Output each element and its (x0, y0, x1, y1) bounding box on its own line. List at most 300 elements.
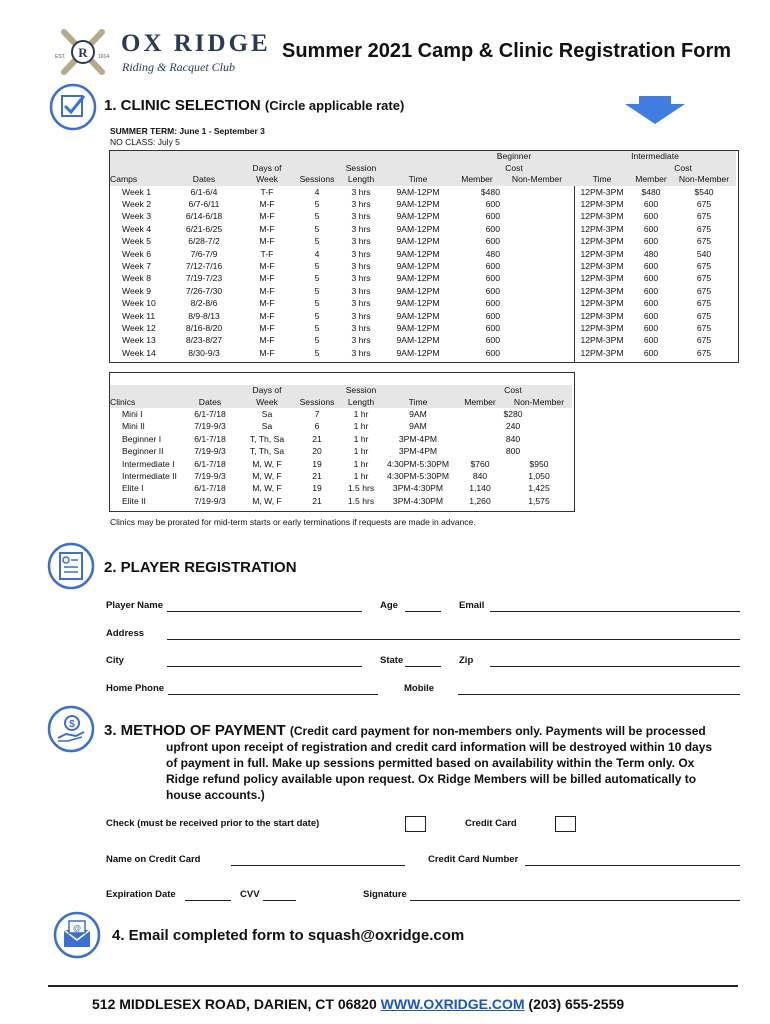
camp-i-member-cell: 600 (643, 260, 659, 271)
camp-b-cost-cell: 600 (485, 347, 500, 358)
card-number-label: Credit Card Number (428, 854, 519, 865)
camp-dates-cell: 8/30-9/3 (188, 347, 220, 358)
clinic-row[interactable] (110, 470, 572, 482)
email-instructions: 4. Email completed form to squash@oxridge.com (112, 927, 465, 944)
address-label: Address (106, 628, 145, 639)
svg-text:R: R (78, 45, 88, 60)
camp-row[interactable] (110, 322, 736, 334)
camp-name-cell: Week 3 (122, 211, 151, 222)
camp-i-non-cell: 675 (696, 298, 712, 309)
clinic-time-cell: 9AM (409, 421, 427, 432)
session-header: Session (340, 163, 382, 175)
camp-days-cell: M-F (259, 223, 275, 234)
camp-b-time-cell: 9AM-12PM (396, 335, 440, 346)
clinic-cost-header: Cost (454, 385, 572, 397)
beginner-nonmember-header: Non-Member (500, 174, 574, 186)
brand-tagline: Riding & Racquet Club (122, 60, 235, 74)
camp-i-member-cell: 600 (643, 236, 659, 247)
footer-divider (48, 985, 738, 987)
camp-name-cell: Week 10 (122, 298, 156, 309)
camp-b-cost-cell: 480 (485, 248, 500, 259)
clinic-length-cell: 1.5 hrs (347, 495, 375, 506)
spacer-cell (500, 223, 574, 235)
spacer-cell (500, 248, 574, 260)
expiration-field[interactable] (185, 899, 231, 901)
clinic-member-header: Member (454, 397, 506, 409)
clinic-sessions-cell: 20 (312, 446, 322, 457)
zip-field[interactable] (490, 665, 740, 667)
clinic-length-cell: 1.5 hrs (347, 483, 375, 494)
state-field[interactable] (405, 665, 441, 667)
email-envelope-icon (52, 910, 102, 960)
arrow-down-icon (623, 96, 687, 126)
camp-b-time-cell: 9AM-12PM (396, 198, 440, 209)
camp-b-cost-cell: 600 (485, 335, 500, 346)
sessions-header: Sessions (294, 174, 340, 186)
clinic-length-cell: 1 hr (353, 421, 369, 432)
clinic-cost-cell: 840 (505, 433, 521, 444)
camp-i-member-cell: $480 (641, 186, 661, 197)
camp-row[interactable] (110, 235, 736, 247)
payment-note-line-4: Ridge refund policy available upon request. Ox Ridge Members will be billed automatically to (166, 772, 697, 786)
credit-card-label: Credit Card (465, 818, 517, 829)
city-field[interactable] (167, 665, 362, 667)
clinic-length-cell: 1 hr (353, 446, 369, 457)
clinic-time-cell: 3PM-4:30PM (392, 495, 444, 506)
camp-row[interactable] (110, 248, 736, 260)
camp-sessions-cell: 4 (314, 186, 320, 197)
camp-b-cost-cell: 600 (485, 285, 500, 296)
camp-days-cell: M-F (259, 322, 275, 333)
camp-i-time-cell: 12PM-3PM (580, 273, 624, 284)
svg-text:@: @ (73, 924, 81, 933)
no-class-note: NO CLASS: July 5 (110, 137, 180, 147)
clinic-sessions-cell: 6 (314, 421, 320, 432)
camp-name-cell: Week 14 (122, 347, 156, 358)
camp-b-time-cell: 9AM-12PM (396, 211, 440, 222)
clinic-non-cost-cell: $950 (529, 458, 549, 469)
camp-b-cost-cell: 600 (485, 298, 500, 309)
name-on-card-field[interactable] (231, 864, 405, 866)
clinic-row[interactable] (110, 433, 572, 445)
camp-sessions-cell: 5 (314, 310, 320, 321)
days-of-header: Days of (240, 163, 294, 175)
clinic-length-cell: 1 hr (353, 433, 369, 444)
camp-dates-cell: 7/6-7/9 (190, 248, 218, 259)
camp-i-member-cell: 480 (643, 248, 659, 259)
camp-i-non-cell: 675 (696, 335, 712, 346)
camp-i-member-cell: 600 (643, 310, 659, 321)
intermediate-header: Intermediate (574, 151, 736, 163)
clinic-time-header: Time (382, 397, 454, 409)
clinic-days-cell: T, Th, Sa (249, 433, 285, 444)
camp-i-member-cell: 600 (643, 223, 659, 234)
camp-i-non-cell: 675 (696, 223, 712, 234)
camp-dates-cell: 8/9-8/13 (188, 310, 220, 321)
clinic-name-cell: Elite I (122, 483, 144, 494)
spacer-cell (500, 260, 574, 272)
age-label: Age (380, 600, 398, 611)
email-label: Email (459, 600, 485, 611)
camp-name-cell: Week 9 (122, 285, 151, 296)
camp-row[interactable] (110, 334, 736, 346)
clinics-header: Clinics (110, 397, 180, 409)
camp-days-cell: M-F (259, 211, 275, 222)
camp-i-non-cell: 675 (696, 236, 712, 247)
payment-title: 3. METHOD OF PAYMENT (Credit card payment for non-members only. Payments will be processed (104, 722, 706, 739)
camp-dates-cell: 6/1-6/4 (190, 186, 218, 197)
clinic-cost-cell: 240 (505, 421, 521, 432)
cvv-label: CVV (240, 889, 260, 900)
camp-b-time-cell: 9AM-12PM (396, 273, 440, 284)
payment-note-line-3: of payment in full. Make up sessions permitted based on availability within the Term only. Ox (166, 756, 695, 770)
svg-text:EST.: EST. (55, 54, 66, 60)
clinic-non-cost-cell: 1,425 (528, 483, 550, 494)
spacer-cell (500, 198, 574, 210)
camp-sessions-cell: 5 (314, 198, 320, 209)
clinic-cost-cell: 800 (505, 446, 521, 457)
camp-days-cell: T-F (260, 248, 274, 259)
camp-dates-cell: 6/14-6/18 (185, 211, 223, 222)
camp-length-cell: 3 hrs (351, 347, 371, 358)
camp-i-non-cell: 675 (696, 211, 712, 222)
clinic-dates-cell: 7/19-9/3 (194, 495, 226, 506)
camp-i-time-cell: 12PM-3PM (580, 211, 624, 222)
camp-i-time-cell: 12PM-3PM (580, 322, 624, 333)
beginner-header: Beginner (454, 151, 574, 163)
clinic-table (110, 385, 572, 507)
camp-b-cost-cell: 600 (485, 322, 500, 333)
camp-i-time-cell: 12PM-3PM (580, 198, 624, 209)
camp-b-time-cell: 9AM-12PM (396, 236, 440, 247)
camp-b-cost-cell: 600 (485, 273, 500, 284)
spacer-cell (500, 297, 574, 309)
spacer-cell (500, 310, 574, 322)
player-name-field[interactable] (167, 610, 362, 612)
clinic-dates-cell: 7/19-9/3 (194, 446, 226, 457)
home-phone-field[interactable] (168, 693, 378, 695)
camp-b-time-cell: 9AM-12PM (396, 285, 440, 296)
camp-i-member-cell: 600 (643, 211, 659, 222)
clinic-dates-cell: 6/1-7/18 (194, 458, 226, 469)
clinic-name-cell: Beginner I (122, 433, 162, 444)
camp-b-time-cell: 9AM-12PM (396, 298, 440, 309)
camp-dates-cell: 6/28-7/2 (188, 236, 220, 247)
camp-b-time-cell: 9AM-12PM (396, 248, 440, 259)
camp-i-member-cell: 600 (643, 322, 659, 333)
camp-i-non-cell: 675 (696, 285, 712, 296)
camp-length-cell: 3 hrs (351, 186, 371, 197)
camp-name-cell: Week 6 (122, 248, 151, 259)
intermediate-member-header: Member (630, 174, 672, 186)
camp-length-cell: 3 hrs (351, 260, 371, 271)
camp-days-cell: M-F (259, 310, 275, 321)
camp-i-member-cell: 600 (643, 273, 659, 284)
camp-i-member-cell: 600 (643, 298, 659, 309)
camp-sessions-cell: 5 (314, 260, 320, 271)
camp-row[interactable] (110, 223, 736, 235)
clinic-row[interactable] (110, 445, 572, 457)
clinic-name-cell: Elite II (122, 495, 146, 506)
clinic-days-cell: M, W, F (252, 483, 282, 494)
camp-row[interactable] (110, 310, 736, 322)
camp-days-cell: M-F (259, 236, 275, 247)
clinic-sessions-cell: 21 (312, 433, 322, 444)
spacer-cell (500, 235, 574, 247)
camp-b-cost-cell: 600 (485, 198, 500, 209)
clinic-row[interactable] (110, 458, 572, 470)
week-header: Week (240, 174, 294, 186)
clinic-time-cell: 4:30PM-5:30PM (386, 471, 450, 482)
camp-i-non-cell: $540 (694, 186, 714, 197)
camp-days-cell: T-F (260, 186, 274, 197)
clinic-sessions-cell: 21 (312, 495, 322, 506)
camp-name-cell: Week 11 (122, 310, 156, 321)
camp-sessions-cell: 5 (314, 335, 320, 346)
camps-header: Camps (110, 174, 168, 186)
clinic-days-cell: Sa (261, 421, 273, 432)
credit-card-checkbox[interactable] (555, 816, 576, 832)
address-field[interactable] (167, 638, 740, 640)
camp-i-non-cell: 675 (696, 322, 712, 333)
camp-b-cost-cell: 600 (485, 260, 500, 271)
camp-length-cell: 3 hrs (351, 236, 371, 247)
camp-row[interactable] (110, 210, 736, 222)
camp-sessions-cell: 5 (314, 322, 320, 333)
check-checkbox[interactable] (405, 816, 426, 832)
camp-name-cell: Week 1 (122, 186, 151, 197)
svg-text:1914: 1914 (98, 54, 110, 60)
camp-dates-cell: 8/16-8/20 (185, 322, 223, 333)
clinic-days-cell: T, Th, Sa (249, 446, 285, 457)
spacer-cell (500, 272, 574, 284)
camp-days-cell: M-F (259, 273, 275, 284)
svg-text:$: $ (69, 719, 75, 730)
camp-dates-cell: 8/23-8/27 (185, 335, 223, 346)
camp-i-non-cell: 675 (696, 310, 712, 321)
camp-i-member-cell: 600 (643, 198, 659, 209)
beginner-cost-header: Cost (454, 163, 574, 175)
clinic-days-cell: Sa (261, 409, 273, 419)
beginner-time-header: Time (382, 174, 454, 186)
signature-field[interactable] (410, 899, 740, 901)
cvv-field[interactable] (263, 899, 296, 901)
clinic-time-cell: 9AM (409, 409, 427, 419)
clinic-dates-cell: 6/1-7/18 (194, 433, 226, 444)
home-phone-label: Home Phone (106, 683, 165, 694)
clinic-cost-cell: $280 (503, 409, 523, 419)
camp-i-non-cell: 675 (696, 260, 712, 271)
footer-address: 512 MIDDLESEX ROAD, DARIEN, CT 06820 (92, 996, 377, 1012)
camp-b-time-cell: 9AM-12PM (396, 260, 440, 271)
camp-dates-cell: 7/19-7/23 (185, 273, 223, 284)
camp-sessions-cell: 5 (314, 273, 320, 284)
website-link[interactable]: WWW.OXRIDGE.COM (380, 996, 525, 1012)
spacer-cell (500, 210, 574, 222)
camp-i-member-cell: 600 (643, 285, 659, 296)
zip-label: Zip (459, 655, 474, 666)
camp-b-time-cell: 9AM-12PM (396, 347, 440, 358)
camp-length-cell: 3 hrs (351, 335, 371, 346)
camp-length-cell: 3 hrs (351, 273, 371, 284)
spacer-cell (500, 334, 574, 346)
camp-sessions-cell: 5 (314, 298, 320, 309)
clinic-days-cell: M, W, F (252, 471, 282, 482)
camp-name-cell: Week 13 (122, 335, 156, 346)
camp-length-cell: 3 hrs (351, 211, 371, 222)
camp-days-cell: M-F (259, 260, 275, 271)
prorate-note: Clinics may be prorated for mid-term starts or early terminations if requests are made in advance. (110, 517, 476, 527)
camp-b-cost-cell: 600 (485, 211, 500, 222)
clinic-non-cost-cell: 1,050 (528, 471, 550, 482)
camp-sessions-cell: 5 (314, 223, 320, 234)
camp-row[interactable] (110, 186, 736, 198)
clinic-length-cell: 1 hr (353, 409, 369, 419)
clinic-time-cell: 3PM-4PM (398, 446, 438, 457)
camp-row[interactable] (110, 272, 736, 284)
clinic-sessions-cell: 21 (312, 471, 322, 482)
clinic-member-cost-cell: $760 (470, 458, 490, 469)
camp-dates-cell: 8/2-8/6 (190, 298, 218, 309)
camp-i-time-cell: 12PM-3PM (580, 285, 624, 296)
camp-name-cell: Week 4 (122, 223, 151, 234)
clinic-length-cell: 1 hr (353, 471, 369, 482)
spacer-cell (500, 322, 574, 334)
payment-hand-icon (46, 704, 96, 754)
camp-i-non-cell: 675 (696, 198, 712, 209)
checkbox-clipboard-icon (48, 82, 98, 132)
clinic-sessions-cell: 7 (314, 409, 320, 419)
clinic-dates-cell: 7/19-9/3 (194, 421, 226, 432)
camp-sessions-cell: 4 (314, 248, 320, 259)
clinic-name-cell: Beginner II (122, 446, 164, 457)
camp-i-non-cell: 675 (696, 347, 712, 358)
clinic-time-cell: 3PM-4PM (398, 433, 438, 444)
camp-b-cost-cell: 600 (485, 223, 500, 234)
dates-header: Dates (168, 174, 240, 186)
clinic-dates-cell: 7/19-9/3 (194, 471, 226, 482)
mobile-label: Mobile (404, 683, 435, 694)
camp-i-time-cell: 12PM-3PM (580, 260, 624, 271)
camp-length-cell: 3 hrs (351, 285, 371, 296)
clinic-week-header: Week (240, 397, 294, 409)
camp-days-cell: M-F (259, 298, 275, 309)
camp-name-cell: Week 7 (122, 260, 151, 271)
intermediate-time-header: Time (574, 174, 630, 186)
camp-b-cost-cell: $480 (480, 186, 500, 197)
footer-phone: (203) 655-2559 (528, 996, 625, 1012)
footer (92, 996, 624, 1012)
payment-note-line-2: upfront upon receipt of registration and credit card information will be destroyed within 10 days (166, 740, 713, 754)
clinic-name-cell: Mini II (122, 421, 145, 432)
camp-name-cell: Week 8 (122, 273, 151, 284)
camp-sessions-cell: 5 (314, 236, 320, 247)
registration-form-icon (46, 541, 96, 591)
age-field[interactable] (405, 610, 441, 612)
signature-label: Signature (363, 889, 407, 900)
clinic-row[interactable] (110, 408, 572, 420)
camp-length-cell: 3 hrs (351, 298, 371, 309)
intermediate-cost-header: Cost (630, 163, 736, 175)
camp-length-cell: 3 hrs (351, 310, 371, 321)
spacer-cell (500, 186, 574, 198)
clinic-days-of-header: Days of (240, 385, 294, 397)
camp-sessions-cell: 5 (314, 211, 320, 222)
payment-note-line-1: (Credit card payment for non-members only. Payments will be processed (289, 724, 706, 738)
camp-dates-cell: 7/26-7/30 (185, 285, 223, 296)
camp-dates-cell: 6/21-6/25 (185, 223, 223, 234)
camp-length-cell: 3 hrs (351, 322, 371, 333)
email-field[interactable] (490, 610, 740, 612)
camp-row[interactable] (110, 297, 736, 309)
club-crest-icon (50, 28, 116, 76)
camp-b-time-cell: 9AM-12PM (396, 322, 440, 333)
camp-row[interactable] (110, 285, 736, 297)
camp-name-cell: Week 2 (122, 198, 151, 209)
camp-row[interactable] (110, 347, 736, 359)
camp-days-cell: M-F (259, 285, 275, 296)
clinic-dates-cell: 6/1-7/18 (194, 409, 226, 419)
camp-length-cell: 3 hrs (351, 198, 371, 209)
clinic-row[interactable] (110, 420, 572, 432)
camp-i-non-cell: 540 (696, 248, 712, 259)
clinic-session-header: Session (340, 385, 382, 397)
clinic-row[interactable] (110, 482, 572, 494)
camp-name-cell: Week 5 (122, 236, 151, 247)
clinic-member-cost-cell: 840 (472, 471, 488, 482)
spacer-cell (500, 285, 574, 297)
city-label: City (106, 655, 124, 666)
camp-row[interactable] (110, 260, 736, 272)
camp-i-time-cell: 12PM-3PM (580, 223, 624, 234)
clinic-selection-title: 1. CLINIC SELECTION (Circle applicable rate) (104, 97, 405, 114)
clinic-dates-header: Dates (180, 397, 240, 409)
clinic-time-cell: 3PM-4:30PM (392, 483, 444, 494)
check-label: Check (must be received prior to the start date) (106, 818, 320, 829)
player-name-label: Player Name (106, 600, 164, 611)
brand-name: OX RIDGE (121, 30, 271, 57)
clinic-length-header: Length (340, 397, 382, 409)
clinic-sessions-cell: 19 (312, 483, 322, 494)
camp-i-time-cell: 12PM-3PM (580, 186, 624, 197)
camp-row[interactable] (110, 198, 736, 210)
camp-i-non-cell: 675 (696, 273, 712, 284)
camp-table (110, 151, 736, 359)
camp-i-time-cell: 12PM-3PM (580, 298, 624, 309)
camp-days-cell: M-F (259, 347, 275, 358)
camp-b-time-cell: 9AM-12PM (396, 310, 440, 321)
clinic-sessions-header: Sessions (294, 397, 340, 409)
camp-sessions-cell: 5 (314, 285, 320, 296)
camp-length-cell: 3 hrs (351, 248, 371, 259)
camp-i-member-cell: 600 (643, 335, 659, 346)
card-number-field[interactable] (525, 864, 740, 866)
camp-i-time-cell: 12PM-3PM (580, 248, 624, 259)
clinic-member-cost-cell: 1,260 (469, 495, 491, 506)
camp-i-member-cell: 600 (643, 347, 659, 358)
camp-length-cell: 3 hrs (351, 223, 371, 234)
beginner-member-header: Member (454, 174, 500, 186)
camp-b-cost-cell: 600 (485, 236, 500, 247)
clinic-dates-cell: 6/1-7/18 (194, 483, 226, 494)
camp-days-cell: M-F (259, 335, 275, 346)
player-registration-title: 2. PLAYER REGISTRATION (104, 559, 297, 576)
mobile-field[interactable] (458, 693, 740, 695)
payment-note-line-5: house accounts.) (166, 788, 265, 802)
state-label: State (380, 655, 404, 666)
clinic-non-cost-cell: 1,575 (528, 495, 550, 506)
clinic-row[interactable] (110, 495, 572, 507)
